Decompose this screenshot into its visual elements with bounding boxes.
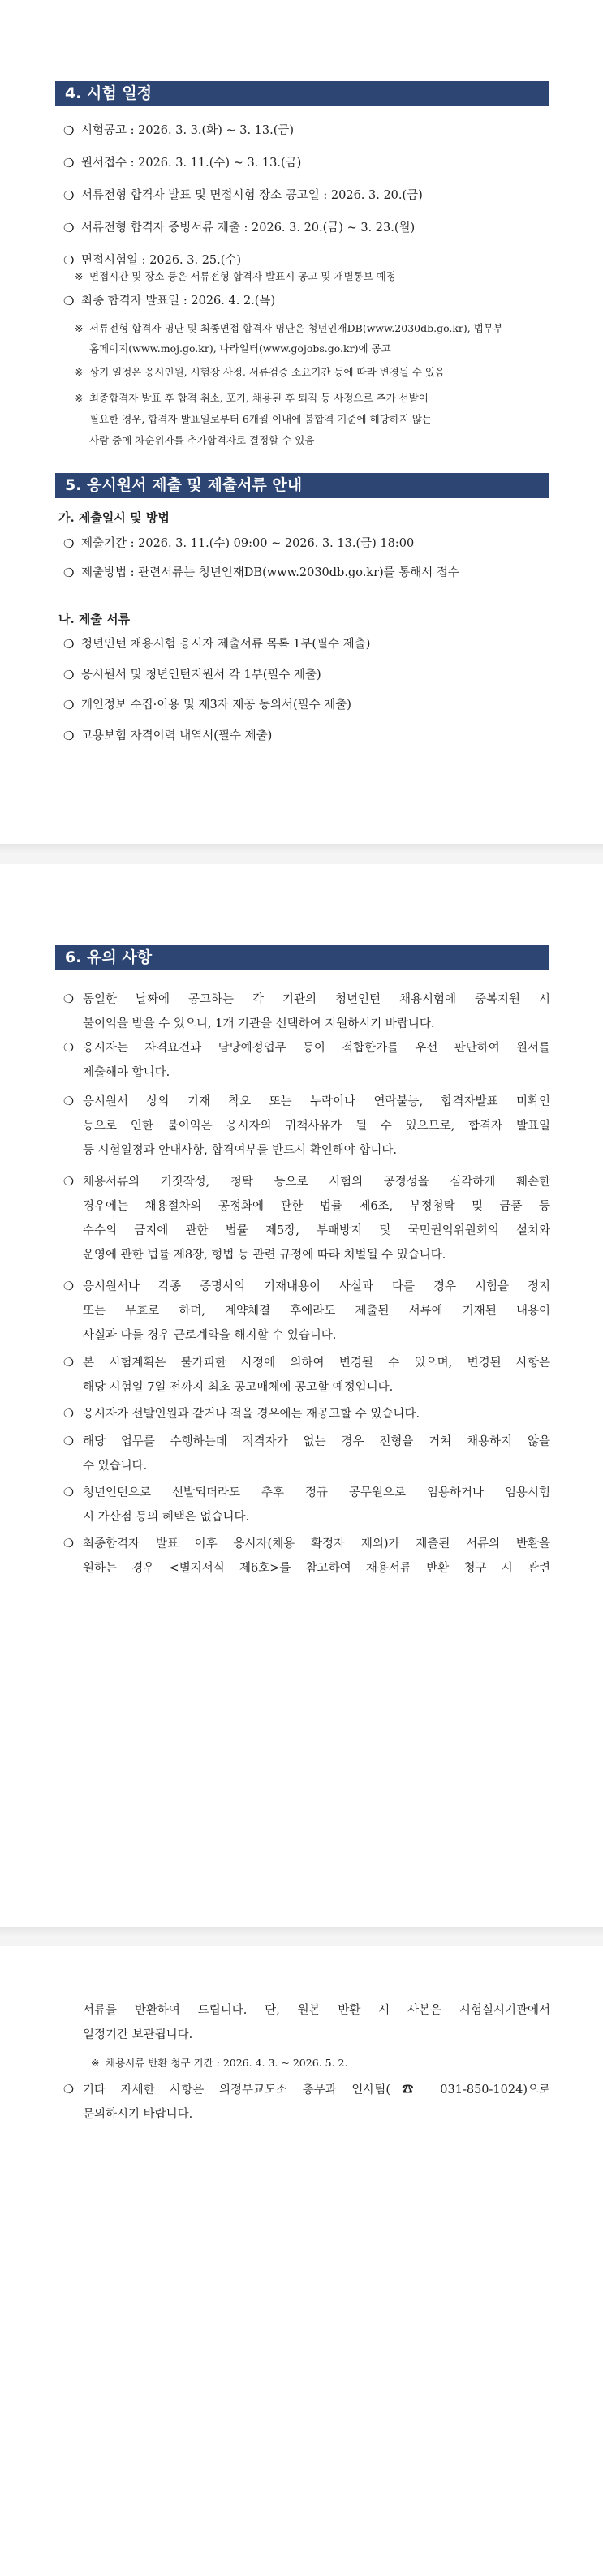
submission-method: 제출방법 : 관련서류는 청년인재DB(www.2030db.go.kr)를 통해서 접수 bbox=[81, 566, 459, 579]
notice-item: ❍ 청년인턴으로 선발되더라도 추후 정규 공무원으로 임용하거나 임용시험 시 가산점 등의 혜택은 없습니다. bbox=[63, 1481, 550, 1529]
schedule-item: 서류전형 합격자 증빙서류 제출 : 2026. 3. 20.(금) ~ 3. 23.(월) bbox=[81, 221, 416, 234]
schedule-note: 면접시간 및 장소 등은 서류전형 합격자 발표시 공고 및 개별통보 예정 bbox=[89, 270, 396, 282]
bullet-icon: ❍ bbox=[63, 698, 75, 712]
notice-item: ❍ 동일한 날짜에 공고하는 각 기관의 청년인턴 채용시험에 중복지원 시 불이익을 받을 수 있으니, 1개 기관을 선택하여 지원하시기 바랍니다. bbox=[63, 987, 550, 1036]
return-period-note: 채용서류 반환 청구 기간 : 2026. 4. 3. ~ 2026. 5. 2. bbox=[106, 2057, 348, 2069]
bullet-icon: ❍ bbox=[63, 668, 75, 682]
document-item: 응시원서 및 청년인턴지원서 각 1부(필수 제출) bbox=[81, 669, 321, 682]
document-page-1 bbox=[0, 0, 603, 844]
notice-item: ❍ 응시자가 선발인원과 같거나 적을 경우에는 재공고할 수 있습니다. bbox=[63, 1402, 550, 1426]
schedule-note: 필요한 경우, 합격자 발표일로부터 6개월 이내에 불합격 기준에 해당하지 않는 bbox=[89, 413, 433, 425]
bullet-icon: ❍ bbox=[63, 1095, 74, 1108]
bullet-icon: ❍ bbox=[63, 1042, 74, 1055]
bullet-icon: ❍ bbox=[63, 1537, 74, 1550]
document-item: 개인정보 수집·이용 및 제3자 제공 동의서(필수 제출) bbox=[81, 699, 351, 712]
notice-item: ❍ 해당 업무를 수행하는데 적격자가 없는 경우 전형을 거쳐 채용하지 않을 수 있습니다. bbox=[63, 1430, 550, 1478]
schedule-item: 최종 합격자 발표일 : 2026. 4. 2.(목) bbox=[81, 295, 276, 307]
bullet-icon: ❍ bbox=[63, 1408, 74, 1421]
schedule-item: 서류전형 합격자 발표 및 면접시험 장소 공고일 : 2026. 3. 20.(금) bbox=[81, 189, 423, 202]
bullet-icon: ❍ bbox=[63, 1435, 74, 1448]
bullet-icon: ❍ bbox=[63, 294, 75, 308]
bullet-icon: ❍ bbox=[63, 156, 75, 170]
bullet-icon: ❍ bbox=[63, 637, 75, 652]
section-5-header: 5. 응시원서 제출 및 제출서류 안내 bbox=[55, 473, 549, 498]
schedule-item: 원서접수 : 2026. 3. 11.(수) ~ 3. 13.(금) bbox=[81, 157, 302, 170]
section-6-header: 6. 유의 사항 bbox=[55, 945, 549, 970]
section-4-header: 4. 시험 일정 bbox=[55, 81, 549, 106]
notice-item: ❍ 응시원서나 각종 증명서의 기재내용이 사실과 다를 경우 시험을 정지 또는 무효로 하며, 계약체결 후에라도 제출된 서류에 기재된 내용이 사실과 다를 경우 근로계약을 해지할 수 있습니다. bbox=[63, 1275, 550, 1348]
note-mark: ※ bbox=[91, 2057, 100, 2069]
bullet-icon: ❍ bbox=[63, 566, 75, 580]
bullet-icon: ❍ bbox=[63, 993, 74, 1006]
notice-item: ❍ 응시원서 상의 기재 착오 또는 누락이나 연락불능, 합격자발표 미확인 등으로 인한 불이익은 응시자의 귀책사유가 될 수 있으므로, 합격자 발표일 등 시험일정과 안내사항, 합격여부를 반드시 확인해야 합니다. bbox=[63, 1090, 550, 1163]
subheading: 가. 제출일시 및 방법 bbox=[58, 510, 170, 525]
notice-item: ❍ 응시자는 자격요건과 담당예정업무 등이 적합한가를 우선 판단하여 원서를 제출해야 합니다. bbox=[63, 1036, 550, 1085]
notice-item-continued: 서류를 반환하여 드립니다. 단, 원본 반환 시 사본은 시험실시기관에서 일정기간 보관됩니다. bbox=[83, 2004, 550, 2041]
bullet-icon: ❍ bbox=[63, 221, 75, 235]
bullet-icon: ❍ bbox=[63, 729, 75, 743]
schedule-note: 사람 중에 차순위자를 추가합격자로 결정할 수 있음 bbox=[89, 434, 315, 446]
note-mark: ※ bbox=[75, 366, 84, 378]
notice-item: ❍ 채용서류의 거짓작성, 청탁 등으로 시험의 공정성을 심각하게 훼손한 경우에는 채용절차의 공정화에 관한 법률 제6조, 부정청탁 및 금품 등 수수의 금지에 관한 법률 제5장, 부패방지 및 국민권익위원회의 설치와 운영에 관한 법률 제8장, 형법 등 관련 규정에 따라 처벌될 수 있습니다. bbox=[63, 1170, 550, 1267]
bullet-icon: ❍ bbox=[63, 123, 75, 138]
document-item: 청년인턴 채용시험 응시자 제출서류 목록 1부(필수 제출) bbox=[81, 638, 371, 651]
subheading: 나. 제출 서류 bbox=[58, 612, 131, 626]
schedule-note: 상기 일정은 응시인원, 시험장 사정, 서류검증 소요기간 등에 따라 변경될 수 있음 bbox=[89, 366, 446, 378]
page-separator bbox=[0, 1927, 603, 1938]
bullet-icon: ❍ bbox=[63, 188, 75, 203]
bullet-icon: ❍ bbox=[63, 536, 75, 551]
notice-item: ❍ 기타 자세한 사항은 의정부교도소 총무과 인사팀(☎ 031-850-1024)으로 문의하시기 바랍니다. bbox=[63, 2078, 550, 2127]
schedule-item: 면접시험일 : 2026. 3. 25.(수) bbox=[81, 254, 242, 267]
bullet-icon: ❍ bbox=[63, 2084, 74, 2096]
schedule-item: 시험공고 : 2026. 3. 3.(화) ~ 3. 13.(금) bbox=[81, 124, 295, 137]
bullet-icon: ❍ bbox=[63, 1357, 74, 1370]
schedule-note: 최종합격자 발표 후 합격 취소, 포기, 채용된 후 퇴직 등 사정으로 추가 선발이 bbox=[89, 392, 429, 404]
note-mark: ※ bbox=[75, 322, 84, 334]
bullet-icon: ❍ bbox=[63, 253, 75, 268]
bullet-icon: ❍ bbox=[63, 1280, 74, 1293]
note-mark: ※ bbox=[75, 270, 84, 282]
note-mark: ※ bbox=[75, 392, 84, 404]
bullet-icon: ❍ bbox=[63, 1176, 74, 1189]
page-separator bbox=[0, 844, 603, 855]
notice-item: ❍ 본 시험계획은 불가피한 사정에 의하여 변경될 수 있으며, 변경된 사항은 해당 시험일 7일 전까지 최초 공고매체에 공고할 예정입니다. bbox=[63, 1351, 550, 1400]
document-item: 고용보험 자격이력 내역서(필수 제출) bbox=[81, 729, 273, 742]
schedule-note: 서류전형 합격자 명단 및 최종면접 합격자 명단은 청년인재DB(www.2030db.go.kr), 법무부 bbox=[89, 322, 503, 334]
document-page-2 bbox=[0, 864, 603, 1927]
document-page-3 bbox=[0, 1946, 603, 2576]
schedule-note: 홈페이지(www.moj.go.kr), 나라일터(www.gojobs.go.kr)에 공고 bbox=[89, 342, 391, 355]
submission-period: 제출기간 : 2026. 3. 11.(수) 09:00 ~ 2026. 3. 13.(금) 18:00 bbox=[81, 537, 415, 550]
notice-item: ❍ 최종합격자 발표 이후 응시자(채용 확정자 제외)가 제출된 서류의 반환을 원하는 경우 <별지서식 제6호>를 참고하여 채용서류 반환 청구 시 관련 bbox=[63, 1532, 550, 1580]
bullet-icon: ❍ bbox=[63, 1486, 74, 1499]
